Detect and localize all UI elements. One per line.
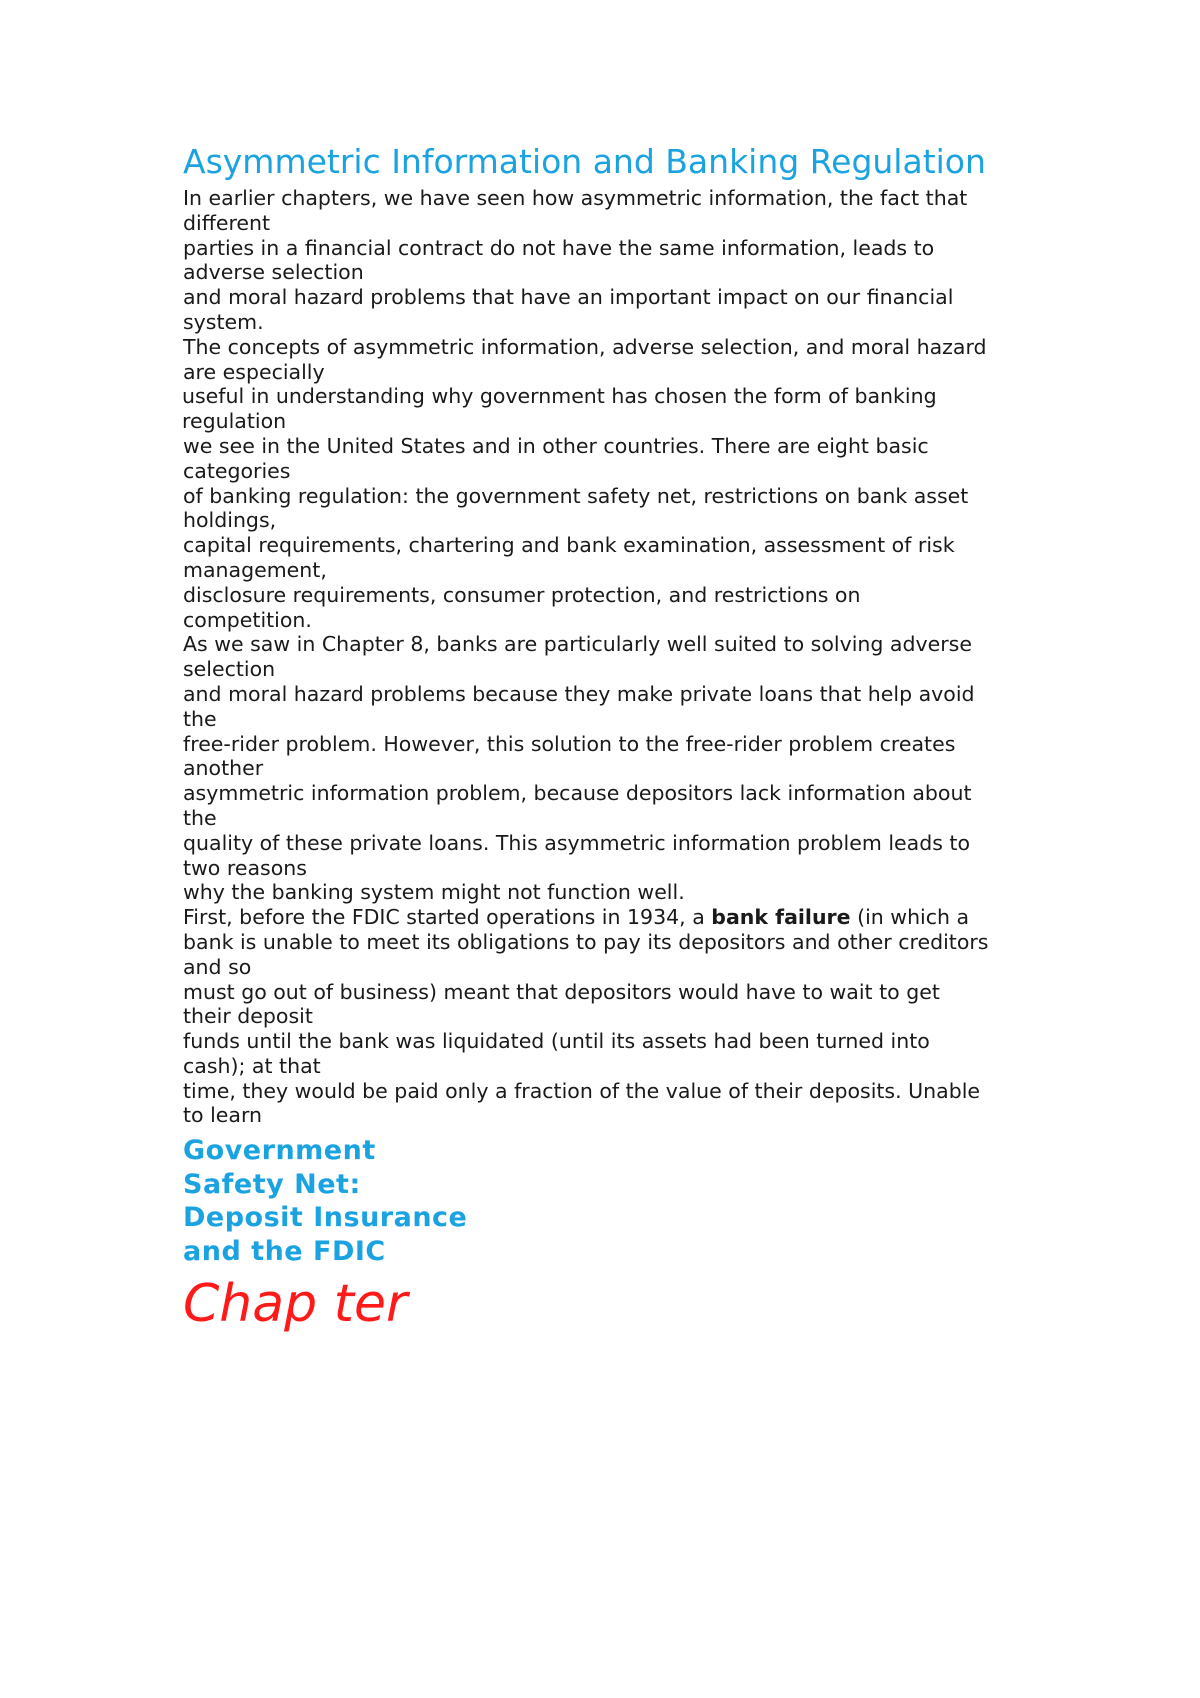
text-line: disclosure requirements, consumer protection, and restrictions on competition. [183,582,861,632]
text-line: First, before the FDIC started operations in 1934, a bank failure (in which a [183,905,970,930]
chapter-label: Chap ter [183,1274,408,1335]
text-line: funds until the bank was liquidated (until its assets had been turned into cash); at that [183,1029,930,1078]
document-page [183,142,1033,1336]
text-line: quality of these private loans. This asymmetric information problem leads to two reasons [183,830,970,880]
text-line: parties in a financial contract do not have the same information, leads to adverse selection [183,235,935,285]
page-title: Asymmetric Information and Banking Regulation [183,142,986,181]
text-line: asymmetric information problem, because depositors lack information about the [183,781,972,830]
text-line: time, they would be paid only a fraction of the value of their deposits. Unable to learn [183,1078,981,1128]
text-line: capital requirements, chartering and bank examination, assessment of risk management, [183,533,955,582]
text-line: must go out of business) meant that depositors would have to wait to get their deposit [183,979,940,1029]
text-line: The concepts of asymmetric information, adverse selection, and moral hazard are especially [183,334,987,384]
key-term-bank-failure: bank failure [711,905,851,930]
text-line: why the banking system might not function well. [183,880,685,905]
text-line: we see in the United States and in other countries. There are eight basic categories [183,433,929,483]
section-heading: Government Safety Net: Deposit Insurance and the FDIC [183,1135,468,1267]
text-line: In earlier chapters, we have seen how asymmetric information, the fact that different [183,186,968,235]
text-line: and moral hazard problems because they make private loans that help avoid the [183,681,975,731]
text-line: free-rider problem. However, this solution to the free-rider problem creates another [183,731,956,781]
body-text [183,186,1033,1128]
text-line: bank is unable to meet its obligations to pay its depositors and other creditors and so [183,929,989,979]
text-line: of banking regulation: the government safety net, restrictions on bank asset holdings, [183,483,969,533]
text-line: As we saw in Chapter 8, banks are particularly well suited to solving adverse selection [183,632,972,682]
text-line: and moral hazard problems that have an important impact on our financial system. [183,285,954,334]
text-line: useful in understanding why government has chosen the form of banking regulation [182,384,937,434]
